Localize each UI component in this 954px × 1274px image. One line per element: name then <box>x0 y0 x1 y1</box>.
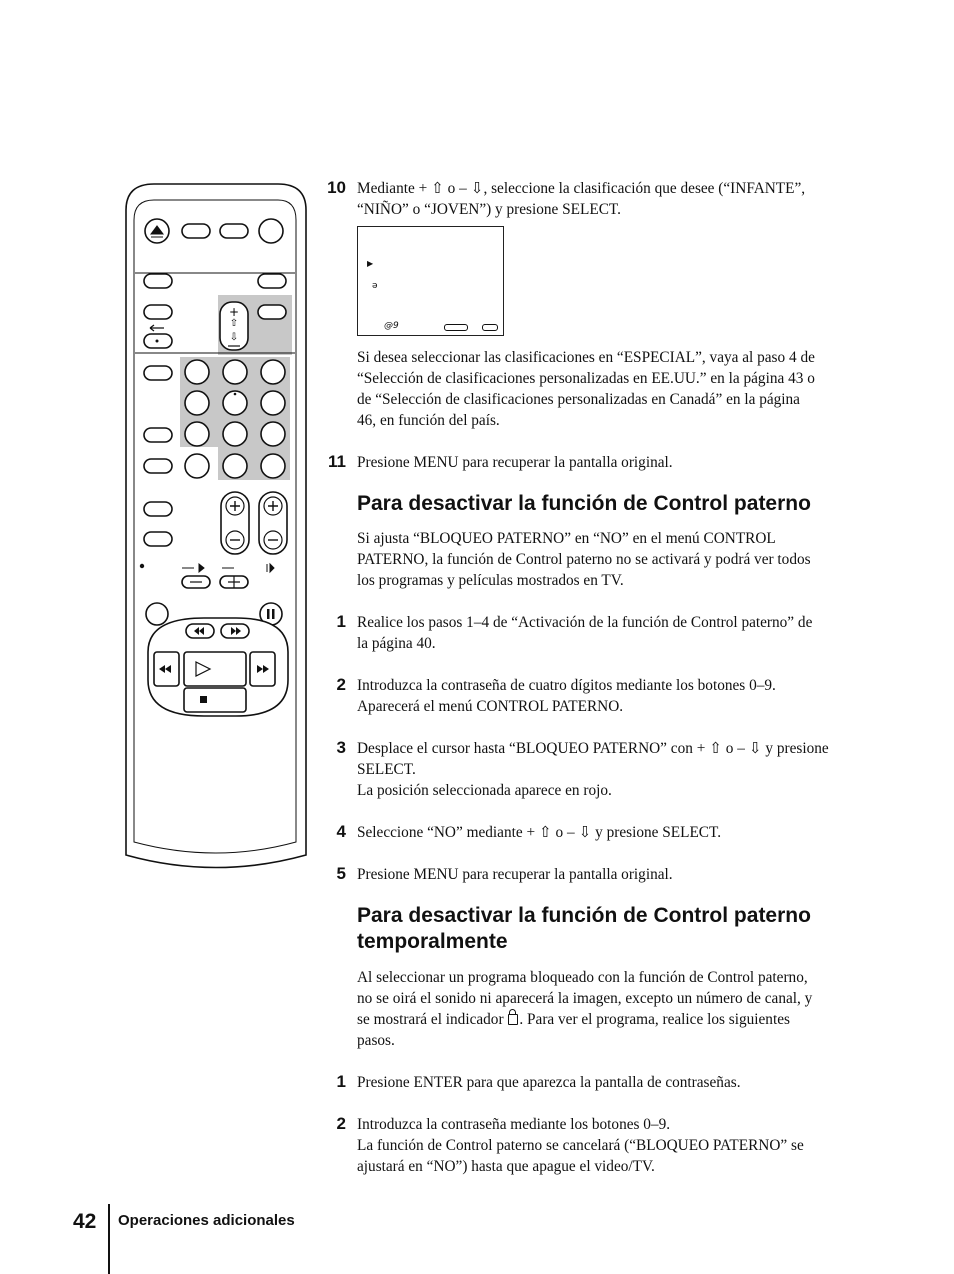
step-number: 4 <box>336 822 346 841</box>
remote-control-illustration <box>124 180 308 870</box>
step-5 <box>326 864 896 885</box>
cursor-arrow: ▶ <box>367 259 374 268</box>
step-number: 11 <box>328 452 346 471</box>
svg-text:⇧: ⇧ <box>229 318 239 329</box>
step-text: Presione ENTER para que aparezca la pantalla de contraseñas. <box>357 1074 741 1091</box>
step-number: 2 <box>336 675 346 694</box>
step-2 <box>326 675 896 717</box>
step-number: 5 <box>336 864 346 883</box>
svg-text:+: + <box>228 305 240 319</box>
step-text: Introduzca la contraseña mediante los botones 0–9. <box>357 1116 671 1133</box>
step-text: Desplace el cursor hasta “BLOQUEO PATERNO” con + ⇧ o – ⇩ y presione <box>357 740 829 757</box>
note-paragraph <box>326 347 896 431</box>
intro-line: pasos. <box>357 1032 395 1049</box>
step-10 <box>326 178 896 220</box>
step-1 <box>326 612 896 654</box>
step-3 <box>326 738 896 801</box>
step-text: La posición seleccionada aparece en rojo. <box>357 782 612 799</box>
section-intro-temporary <box>326 967 896 1051</box>
intro-line: Si ajusta “BLOQUEO PATERNO” en “NO” en el menú CONTROL <box>357 530 776 547</box>
step-text: “NIÑO” o “JOVEN”) y presione SELECT. <box>357 201 621 218</box>
heading-line: temporalmente <box>357 930 508 953</box>
footer-divider <box>108 1204 110 1274</box>
step-2-temporary <box>326 1114 896 1177</box>
intro-line <box>357 1009 896 1030</box>
section-intro <box>326 528 896 591</box>
section-heading: Para desactivar la función de Control paterno <box>357 492 811 515</box>
heading-line: Para desactivar la función de Control paterno <box>357 904 811 927</box>
step-number: 10 <box>327 178 346 197</box>
step-text: Introduzca la contraseña de cuatro dígitos mediante los botones 0–9. <box>357 677 776 694</box>
lock-small-icon: ə <box>372 281 378 291</box>
intro-line: PATERNO, la función de Control paterno no se activará y podrá ver todos <box>357 551 811 568</box>
note-line: Si desea seleccionar las clasificaciones en “ESPECIAL”, vaya al paso 4 de <box>357 349 815 366</box>
note-line: “Selección de clasificaciones personalizadas en EE.UU.” en la página 43 o <box>357 370 815 387</box>
step-text: SELECT. <box>357 761 416 778</box>
screen-button-a <box>444 324 468 331</box>
step-text: Presione MENU para recuperar la pantalla original. <box>357 866 673 883</box>
section-heading-temporary <box>326 903 896 955</box>
intro-fragment: se mostrará el indicador <box>357 1011 508 1028</box>
lock-icon <box>508 1014 518 1025</box>
step-number: 1 <box>336 1072 346 1091</box>
step-text: La función de Control paterno se cancelará (“BLOQUEO PATERNO” se <box>357 1137 804 1154</box>
note-line: de “Selección de clasificaciones personalizadas en Canadá” en la página <box>357 391 800 408</box>
step-number: 3 <box>336 738 346 757</box>
menu-screen-illustration <box>357 226 504 336</box>
footer-section-title: Operaciones adicionales <box>118 1212 295 1229</box>
step-text: la página 40. <box>357 635 436 652</box>
step-text: Mediante + ⇧ o – ⇩, seleccione la clasificación que desee (“INFANTE”, <box>357 180 806 197</box>
instructions-column <box>326 178 896 1177</box>
note-line: 46, en función del país. <box>357 412 500 429</box>
step-text: Presione MENU para recuperar la pantalla original. <box>357 454 673 471</box>
step-text: Seleccione “NO” mediante + ⇧ o – ⇩ y presione SELECT. <box>357 824 722 841</box>
intro-line: no se oirá el sonido ni aparecerá la imagen, excepto un número de canal, y <box>357 990 813 1007</box>
intro-line: los programas y películas mostrados en TV. <box>357 572 624 589</box>
svg-text:⇩: ⇩ <box>229 332 239 343</box>
step-1-temporary <box>326 1072 896 1093</box>
screen-button-b <box>482 324 498 331</box>
intro-fragment: . Para ver el programa, realice los siguientes <box>519 1011 790 1028</box>
page-number: 42 <box>73 1210 97 1233</box>
screen-logo: @9 <box>384 321 399 331</box>
step-text: ajustará en “NO”) hasta que apague el video/TV. <box>357 1158 655 1175</box>
step-number: 2 <box>336 1114 346 1133</box>
step-text: Aparecerá el menú CONTROL PATERNO. <box>357 698 624 715</box>
step-11 <box>326 452 896 473</box>
step-number: 1 <box>336 612 346 631</box>
intro-line: Al seleccionar un programa bloqueado con la función de Control paterno, <box>357 969 808 986</box>
step-text: Realice los pasos 1–4 de “Activación de la función de Control paterno” de <box>357 614 813 631</box>
step-4 <box>326 822 896 843</box>
